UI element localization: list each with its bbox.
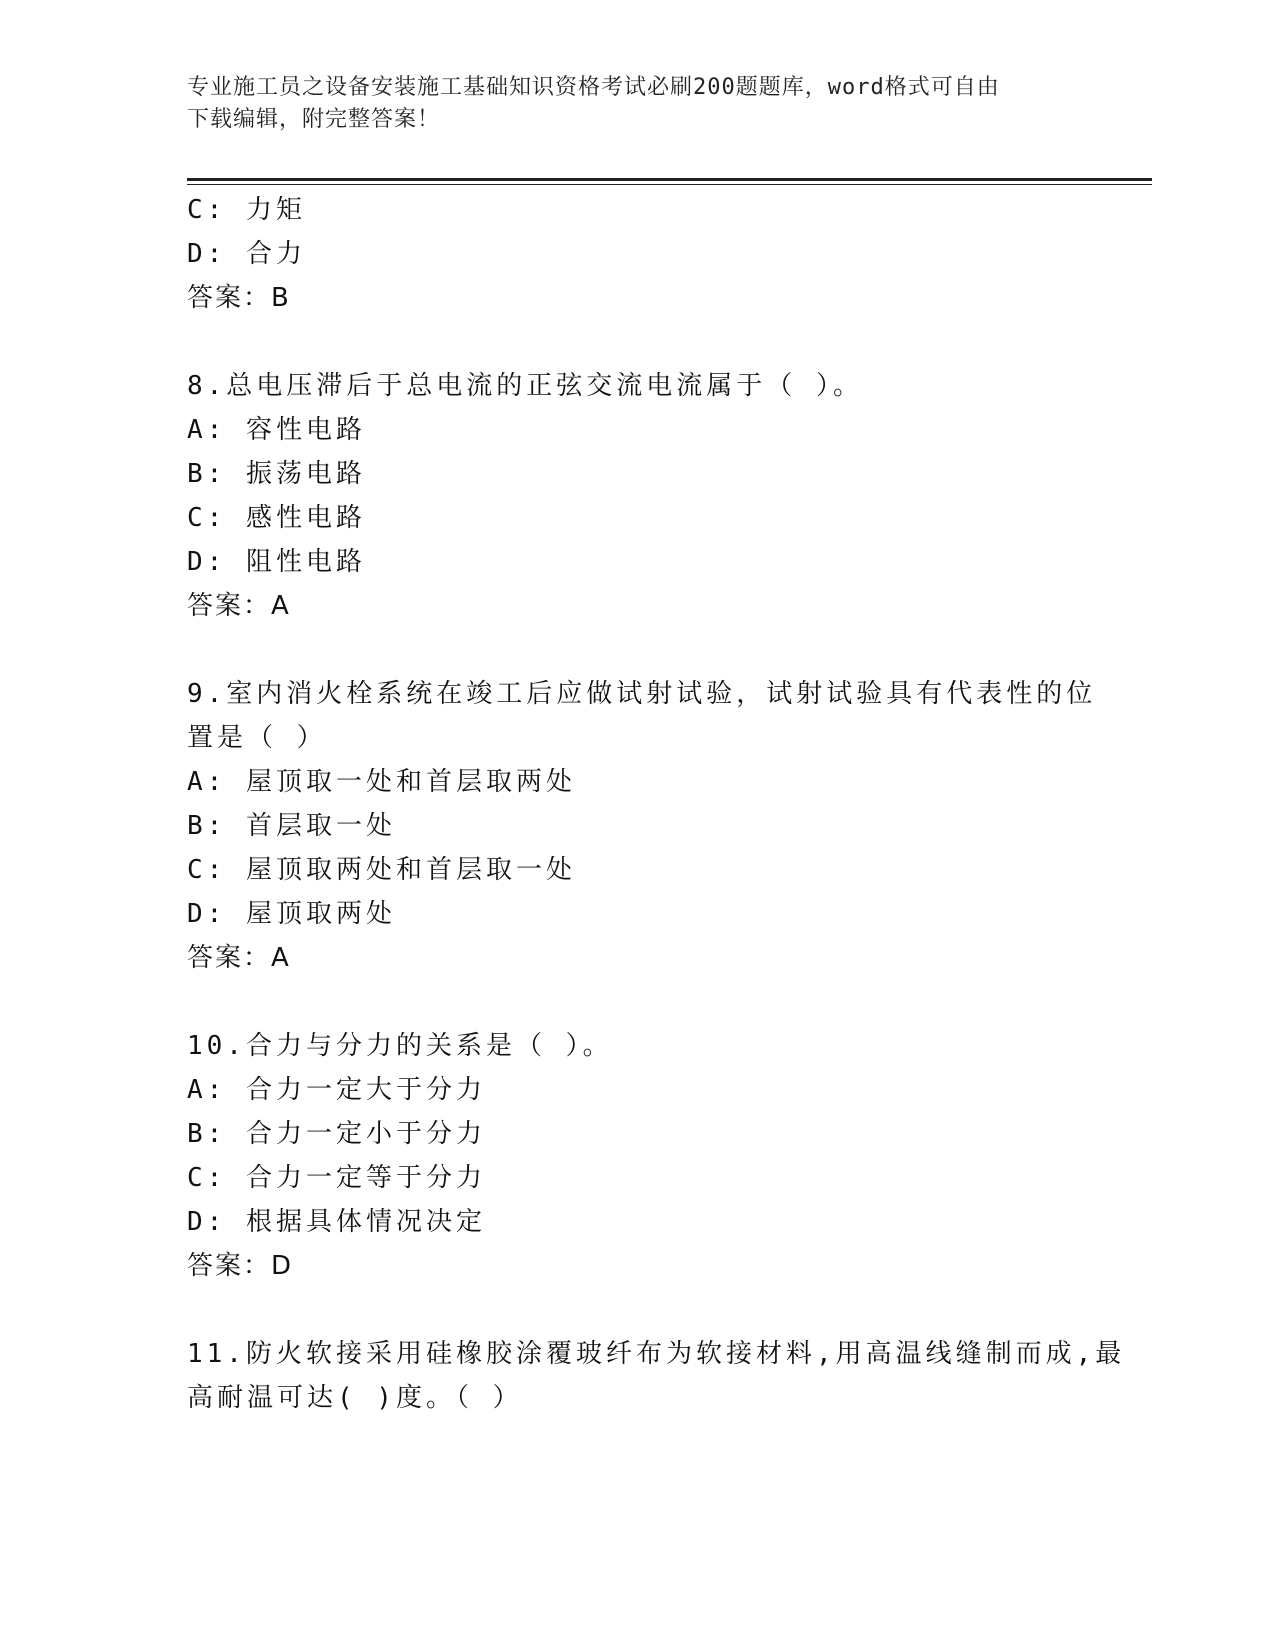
q9-option-c: C: 屋顶取两处和首层取一处: [187, 855, 576, 885]
header-line-2: 下载编辑，附完整答案！: [187, 107, 441, 132]
q8-answer: 答案：A: [187, 591, 291, 621]
q10-option-a: A: 合力一定大于分力: [187, 1075, 486, 1105]
q10-option-b: B: 合力一定小于分力: [187, 1119, 486, 1149]
q9-question-line-2: 置是（ ）: [187, 723, 327, 753]
document-header: [187, 72, 1087, 136]
q11-question-line-2: 高耐温可达( )度。（ ）: [187, 1383, 523, 1413]
header-rule-thick: [187, 178, 1152, 181]
q9-option-b: B: 首层取一处: [187, 811, 396, 841]
q10-option-c: C: 合力一定等于分力: [187, 1163, 486, 1193]
header-rule-thin: [187, 184, 1152, 185]
q8-question: 8.总电压滞后于总电流的正弦交流电流属于（ ）。: [187, 371, 863, 401]
q10-answer: 答案：D: [187, 1251, 294, 1281]
q9-answer: 答案：A: [187, 943, 291, 973]
q8-option-a: A: 容性电路: [187, 415, 366, 445]
q9-option-d: D: 屋顶取两处: [187, 899, 396, 929]
q9-question-line-1: 9.室内消火栓系统在竣工后应做试射试验，试射试验具有代表性的位: [187, 679, 1097, 709]
q11-question-line-1: 11.防火软接采用硅橡胶涂覆玻纤布为软接材料,用高温线缝制而成,最: [187, 1339, 1126, 1369]
q7-answer: 答案：B: [187, 283, 291, 313]
q10-option-d: D: 根据具体情况决定: [187, 1207, 486, 1237]
q8-option-d: D: 阻性电路: [187, 547, 366, 577]
q10-question: 10.合力与分力的关系是（ ）。: [187, 1031, 613, 1061]
q7-option-c: C: 力矩: [187, 195, 306, 225]
q7-option-d: D: 合力: [187, 239, 306, 269]
q8-option-b: B: 振荡电路: [187, 459, 366, 489]
q8-option-c: C: 感性电路: [187, 503, 366, 533]
header-line-1: 专业施工员之设备安装施工基础知识资格考试必刷200题题库，word格式可自由: [187, 75, 1000, 100]
q9-option-a: A: 屋顶取一处和首层取两处: [187, 767, 576, 797]
